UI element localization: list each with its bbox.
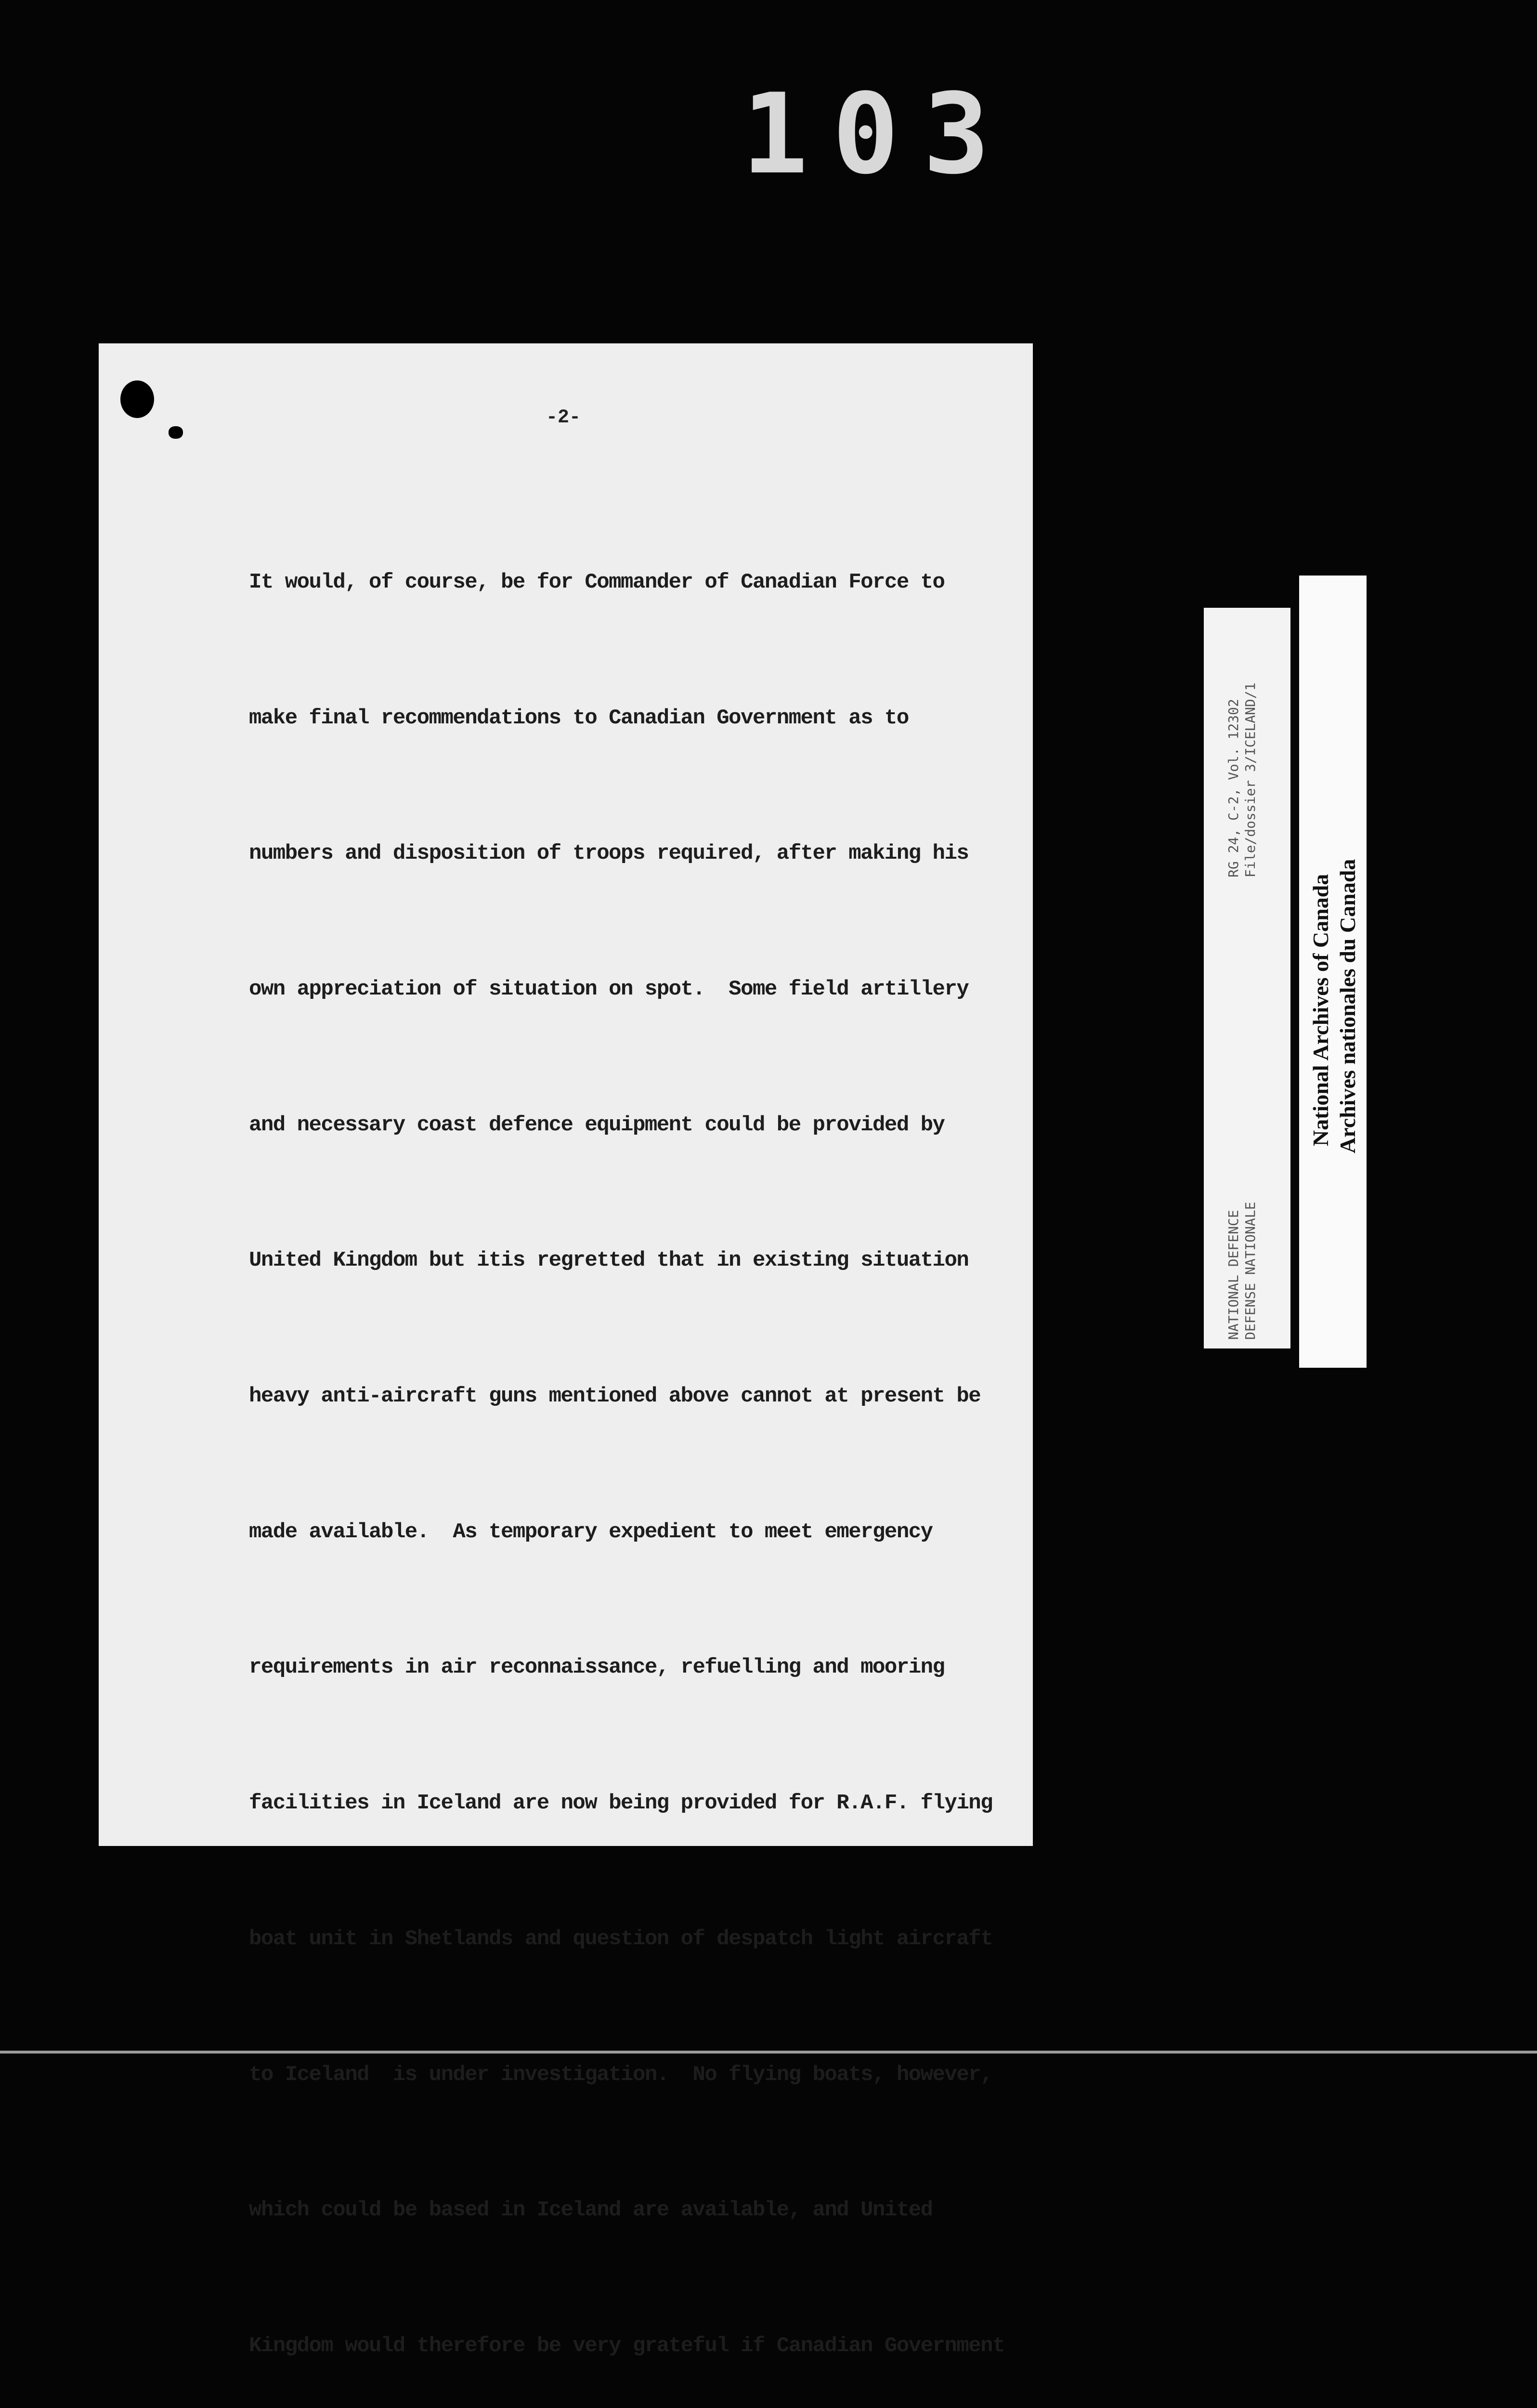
document-body xyxy=(249,470,1039,2408)
text-line: boat unit in Shetlands and question of despatch light aircraft xyxy=(249,1926,993,1951)
department-fr: DEFENSE NATIONALE xyxy=(1242,1202,1258,1340)
archives-name-fr: Archives nationales du Canada xyxy=(1335,859,1360,1153)
archive-reference-text xyxy=(1204,608,1290,1348)
text-line: facilities in Iceland are now being provided for R.A.F. flying xyxy=(249,1791,993,1816)
national-archives-stamp xyxy=(1299,576,1367,1368)
frame-number: 103 xyxy=(742,70,1014,199)
text-line: Kingdom would therefore be very grateful if Canadian Government xyxy=(249,2333,1004,2358)
text-line: own appreciation of situation on spot. Some field artillery xyxy=(249,977,969,1001)
bottom-rule xyxy=(0,2051,1537,2054)
punch-hole-small xyxy=(169,426,183,439)
text-line: It would, of course, be for Commander of Canadian Force to xyxy=(249,570,945,594)
punch-hole xyxy=(120,380,154,418)
text-line: and necessary coast defence equipment could be provided by xyxy=(249,1112,945,1137)
text-line: to Iceland is under investigation. No flying boats, however, xyxy=(249,2062,993,2087)
department-en: NATIONAL DEFENCE xyxy=(1225,1210,1241,1340)
text-line: make final recommendations to Canadian Government as to xyxy=(249,706,909,730)
text-line: which could be based in Iceland are available, and United xyxy=(249,2198,933,2223)
file-reference: File/dossier 3/ICELAND/1 xyxy=(1242,682,1258,877)
text-line: heavy anti-aircraft guns mentioned above cannot at present be xyxy=(249,1384,981,1409)
text-line: numbers and disposition of troops required, after making his xyxy=(249,841,969,866)
page-number: -2- xyxy=(546,407,581,429)
text-line: requirements in air reconnaissance, refuelling and mooring xyxy=(249,1655,945,1680)
archives-name-en: National Archives of Canada xyxy=(1308,874,1333,1146)
record-group: RG 24, C-2, Vol. 12302 xyxy=(1225,699,1241,877)
text-line: United Kingdom but itis regretted that in existing situation xyxy=(249,1248,969,1273)
text-line: made available. As temporary expedient to meet emergency xyxy=(249,1519,933,1544)
